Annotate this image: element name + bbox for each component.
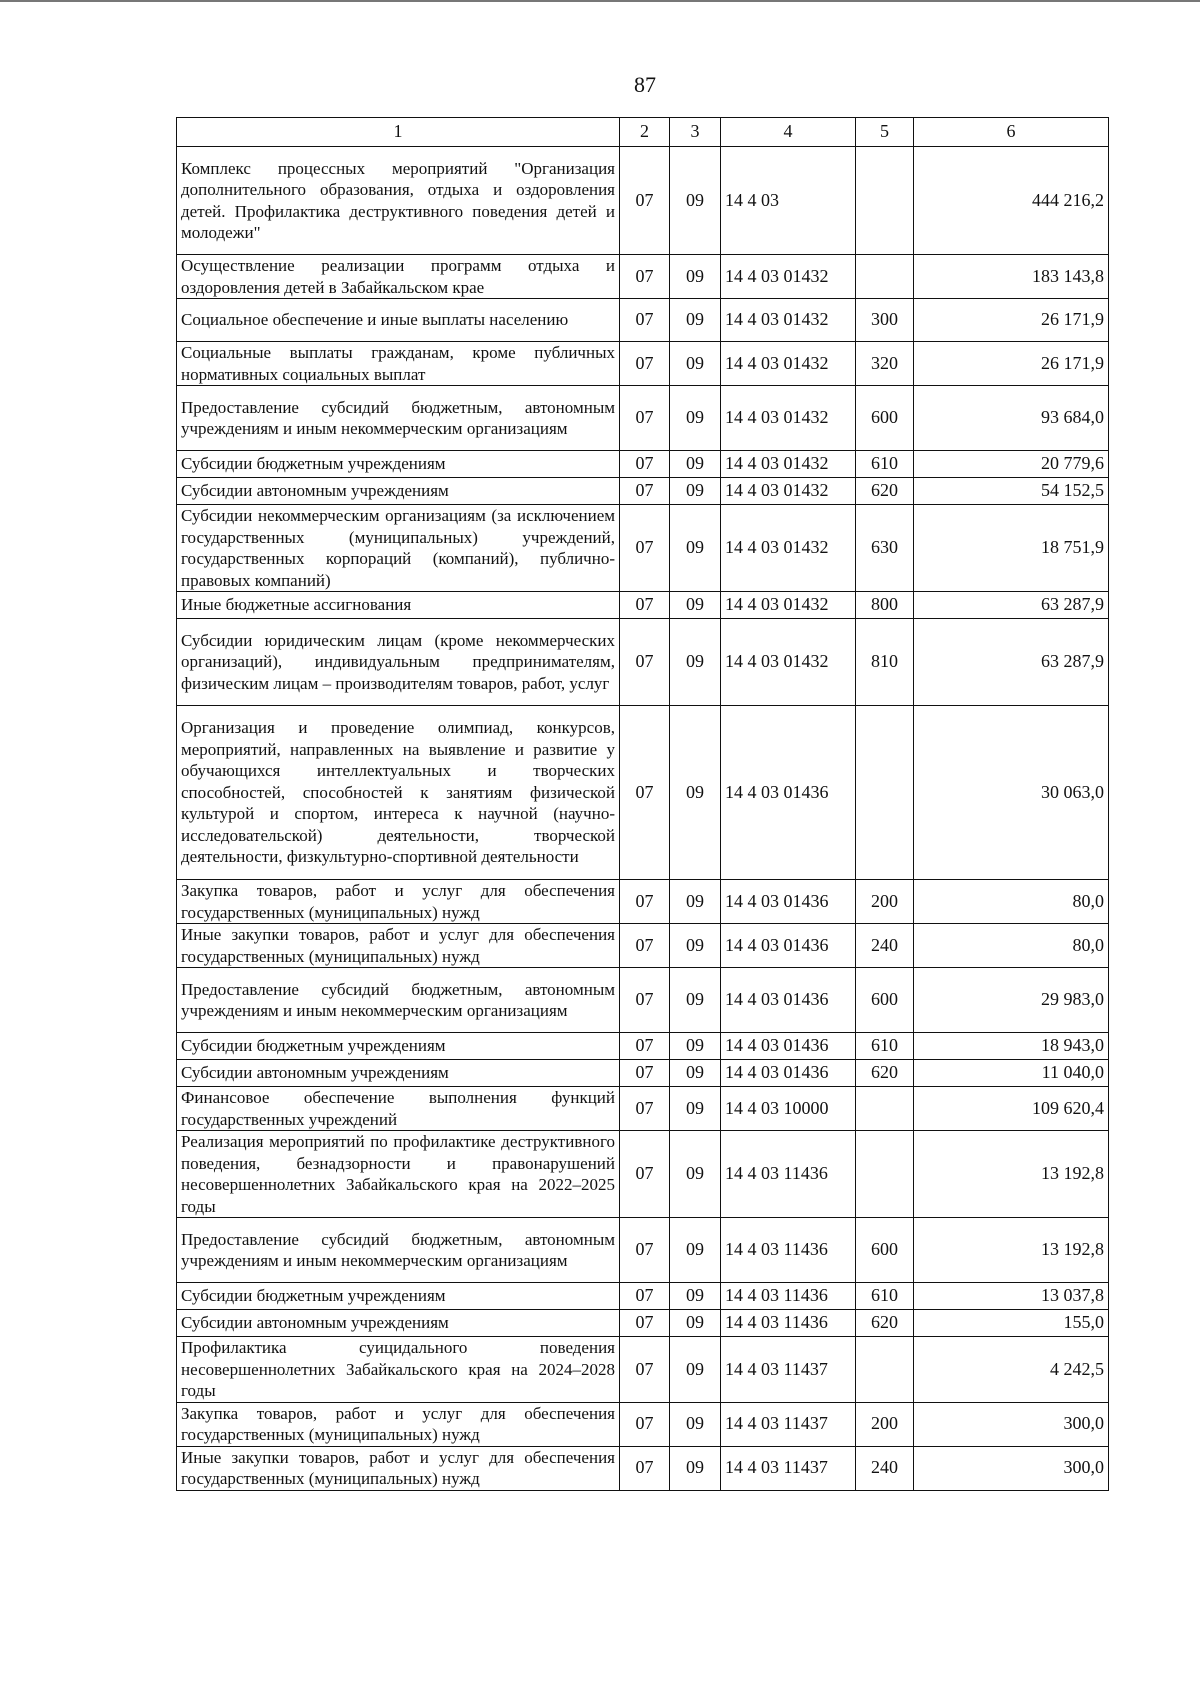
row-expense-type-cell xyxy=(856,255,914,299)
row-name-cell: Субсидии бюджетным учреждениям xyxy=(177,1283,620,1310)
table-row xyxy=(177,1131,1109,1218)
row-name-cell: Субсидии автономным учреждениям xyxy=(177,478,620,505)
row-section-cell: 07 xyxy=(620,619,670,706)
row-name-cell: Реализация мероприятий по профилактике деструктивного поведения, безнадзорности и правонарушений несовершеннолетних Забайкальского края на 2022–2025 годы xyxy=(177,1131,620,1218)
row-subsection-cell: 09 xyxy=(670,299,721,342)
header-col-3: 3 xyxy=(670,118,721,147)
row-target-article-cell: 14 4 03 01436 xyxy=(721,880,856,924)
row-name-cell: Финансовое обеспечение выполнения функций государственных учреждений xyxy=(177,1087,620,1131)
table-row xyxy=(177,924,1109,968)
row-amount-cell: 20 779,6 xyxy=(914,451,1109,478)
row-name-cell: Субсидии бюджетным учреждениям xyxy=(177,1033,620,1060)
row-expense-type-cell: 300 xyxy=(856,299,914,342)
row-name-cell: Иные закупки товаров, работ и услуг для обеспечения государственных (муниципальных) нужд xyxy=(177,1446,620,1490)
table-row xyxy=(177,478,1109,505)
table-row xyxy=(177,1310,1109,1337)
row-name-cell: Организация и проведение олимпиад, конкурсов, мероприятий, направленных на выявление и развитие у обучающихся интеллектуальных и творческих способностей, способностей к занятиям физической культурой и спортом, интереса к научной (научно-исследовательской) деятельности, творческой деятельности, физкультурно-спортивной деятельности xyxy=(177,706,620,880)
header-col-2: 2 xyxy=(620,118,670,147)
row-section-cell: 07 xyxy=(620,1402,670,1446)
row-amount-cell: 183 143,8 xyxy=(914,255,1109,299)
table-row xyxy=(177,147,1109,255)
row-target-article-cell: 14 4 03 01432 xyxy=(721,478,856,505)
row-section-cell: 07 xyxy=(620,1337,670,1403)
row-amount-cell: 109 620,4 xyxy=(914,1087,1109,1131)
row-subsection-cell: 09 xyxy=(670,147,721,255)
row-amount-cell: 30 063,0 xyxy=(914,706,1109,880)
row-expense-type-cell: 620 xyxy=(856,478,914,505)
row-amount-cell: 300,0 xyxy=(914,1402,1109,1446)
row-target-article-cell: 14 4 03 xyxy=(721,147,856,255)
row-section-cell: 07 xyxy=(620,386,670,451)
row-section-cell: 07 xyxy=(620,592,670,619)
table-row xyxy=(177,1337,1109,1403)
header-col-1: 1 xyxy=(177,118,620,147)
row-section-cell: 07 xyxy=(620,880,670,924)
row-subsection-cell: 09 xyxy=(670,255,721,299)
header-col-6: 6 xyxy=(914,118,1109,147)
row-expense-type-cell: 200 xyxy=(856,880,914,924)
row-expense-type-cell: 630 xyxy=(856,505,914,592)
row-target-article-cell: 14 4 03 01432 xyxy=(721,451,856,478)
row-expense-type-cell xyxy=(856,1131,914,1218)
table-row xyxy=(177,342,1109,386)
table-row xyxy=(177,1446,1109,1490)
table-row xyxy=(177,1218,1109,1283)
row-amount-cell: 444 216,2 xyxy=(914,147,1109,255)
row-expense-type-cell xyxy=(856,147,914,255)
row-section-cell: 07 xyxy=(620,342,670,386)
row-section-cell: 07 xyxy=(620,1033,670,1060)
row-expense-type-cell xyxy=(856,706,914,880)
row-amount-cell: 13 037,8 xyxy=(914,1283,1109,1310)
row-target-article-cell: 14 4 03 01432 xyxy=(721,255,856,299)
row-section-cell: 07 xyxy=(620,706,670,880)
row-amount-cell: 18 943,0 xyxy=(914,1033,1109,1060)
row-expense-type-cell xyxy=(856,1337,914,1403)
row-subsection-cell: 09 xyxy=(670,1446,721,1490)
row-subsection-cell: 09 xyxy=(670,1337,721,1403)
table-body xyxy=(177,147,1109,1491)
row-amount-cell: 80,0 xyxy=(914,880,1109,924)
row-name-cell: Осуществление реализации программ отдыха и оздоровления детей в Забайкальском крае xyxy=(177,255,620,299)
row-target-article-cell: 14 4 03 01436 xyxy=(721,706,856,880)
row-amount-cell: 11 040,0 xyxy=(914,1060,1109,1087)
row-section-cell: 07 xyxy=(620,1087,670,1131)
row-name-cell: Закупка товаров, работ и услуг для обеспечения государственных (муниципальных) нужд xyxy=(177,1402,620,1446)
row-section-cell: 07 xyxy=(620,1218,670,1283)
table-row xyxy=(177,968,1109,1033)
row-subsection-cell: 09 xyxy=(670,1402,721,1446)
row-amount-cell: 93 684,0 xyxy=(914,386,1109,451)
row-target-article-cell: 14 4 03 01436 xyxy=(721,924,856,968)
table-row xyxy=(177,706,1109,880)
header-col-4: 4 xyxy=(721,118,856,147)
row-subsection-cell: 09 xyxy=(670,619,721,706)
row-expense-type-cell: 600 xyxy=(856,968,914,1033)
table-row xyxy=(177,255,1109,299)
row-target-article-cell: 14 4 03 01436 xyxy=(721,1060,856,1087)
table-header-row xyxy=(177,118,1109,147)
row-subsection-cell: 09 xyxy=(670,880,721,924)
row-section-cell: 07 xyxy=(620,478,670,505)
table-row xyxy=(177,386,1109,451)
page-number: 87 xyxy=(634,72,656,97)
row-expense-type-cell: 600 xyxy=(856,1218,914,1283)
row-expense-type-cell xyxy=(856,1087,914,1131)
row-name-cell: Предоставление субсидий бюджетным, автономным учреждениям и иным некоммерческим организациям xyxy=(177,386,620,451)
row-target-article-cell: 14 4 03 11437 xyxy=(721,1402,856,1446)
row-subsection-cell: 09 xyxy=(670,478,721,505)
row-subsection-cell: 09 xyxy=(670,1131,721,1218)
row-expense-type-cell: 620 xyxy=(856,1060,914,1087)
row-expense-type-cell: 240 xyxy=(856,1446,914,1490)
table-row xyxy=(177,880,1109,924)
row-target-article-cell: 14 4 03 01432 xyxy=(721,342,856,386)
table-row xyxy=(177,1060,1109,1087)
row-subsection-cell: 09 xyxy=(670,386,721,451)
row-name-cell: Профилактика суицидального поведения несовершеннолетних Забайкальского края на 2024–2028 годы xyxy=(177,1337,620,1403)
row-section-cell: 07 xyxy=(620,1310,670,1337)
row-subsection-cell: 09 xyxy=(670,1060,721,1087)
row-amount-cell: 13 192,8 xyxy=(914,1131,1109,1218)
row-subsection-cell: 09 xyxy=(670,505,721,592)
row-amount-cell: 13 192,8 xyxy=(914,1218,1109,1283)
row-section-cell: 07 xyxy=(620,505,670,592)
row-target-article-cell: 14 4 03 01432 xyxy=(721,592,856,619)
row-expense-type-cell: 600 xyxy=(856,386,914,451)
table-row xyxy=(177,619,1109,706)
row-expense-type-cell: 610 xyxy=(856,1283,914,1310)
row-target-article-cell: 14 4 03 11436 xyxy=(721,1131,856,1218)
row-name-cell: Субсидии автономным учреждениям xyxy=(177,1310,620,1337)
scan-edge-line xyxy=(0,0,1200,2)
row-target-article-cell: 14 4 03 11436 xyxy=(721,1218,856,1283)
row-section-cell: 07 xyxy=(620,968,670,1033)
row-amount-cell: 4 242,5 xyxy=(914,1337,1109,1403)
row-expense-type-cell: 610 xyxy=(856,1033,914,1060)
row-target-article-cell: 14 4 03 01432 xyxy=(721,386,856,451)
table-row xyxy=(177,1283,1109,1310)
row-target-article-cell: 14 4 03 11437 xyxy=(721,1446,856,1490)
row-subsection-cell: 09 xyxy=(670,592,721,619)
row-subsection-cell: 09 xyxy=(670,1218,721,1283)
row-expense-type-cell: 800 xyxy=(856,592,914,619)
row-section-cell: 07 xyxy=(620,255,670,299)
row-amount-cell: 155,0 xyxy=(914,1310,1109,1337)
table-row xyxy=(177,1087,1109,1131)
row-section-cell: 07 xyxy=(620,924,670,968)
row-subsection-cell: 09 xyxy=(670,1310,721,1337)
row-expense-type-cell: 810 xyxy=(856,619,914,706)
row-expense-type-cell: 620 xyxy=(856,1310,914,1337)
row-subsection-cell: 09 xyxy=(670,1033,721,1060)
row-name-cell: Социальное обеспечение и иные выплаты населению xyxy=(177,299,620,342)
row-expense-type-cell: 200 xyxy=(856,1402,914,1446)
row-subsection-cell: 09 xyxy=(670,1087,721,1131)
row-amount-cell: 63 287,9 xyxy=(914,619,1109,706)
row-subsection-cell: 09 xyxy=(670,1283,721,1310)
row-amount-cell: 29 983,0 xyxy=(914,968,1109,1033)
row-target-article-cell: 14 4 03 01436 xyxy=(721,1033,856,1060)
row-target-article-cell: 14 4 03 11437 xyxy=(721,1337,856,1403)
table-row xyxy=(177,451,1109,478)
row-subsection-cell: 09 xyxy=(670,924,721,968)
row-subsection-cell: 09 xyxy=(670,451,721,478)
row-subsection-cell: 09 xyxy=(670,342,721,386)
row-name-cell: Закупка товаров, работ и услуг для обеспечения государственных (муниципальных) нужд xyxy=(177,880,620,924)
row-name-cell: Субсидии некоммерческим организациям (за исключением государственных (муниципальных) учреждений, государственных корпораций (компаний), публично-правовых компаний) xyxy=(177,505,620,592)
row-amount-cell: 54 152,5 xyxy=(914,478,1109,505)
row-amount-cell: 80,0 xyxy=(914,924,1109,968)
row-section-cell: 07 xyxy=(620,1446,670,1490)
row-amount-cell: 18 751,9 xyxy=(914,505,1109,592)
row-name-cell: Иные закупки товаров, работ и услуг для обеспечения государственных (муниципальных) нужд xyxy=(177,924,620,968)
table-row xyxy=(177,1033,1109,1060)
row-target-article-cell: 14 4 03 01432 xyxy=(721,619,856,706)
row-target-article-cell: 14 4 03 11436 xyxy=(721,1283,856,1310)
table-row xyxy=(177,505,1109,592)
row-amount-cell: 26 171,9 xyxy=(914,299,1109,342)
row-target-article-cell: 14 4 03 01436 xyxy=(721,968,856,1033)
table-row xyxy=(177,299,1109,342)
row-subsection-cell: 09 xyxy=(670,968,721,1033)
row-name-cell: Субсидии автономным учреждениям xyxy=(177,1060,620,1087)
row-expense-type-cell: 320 xyxy=(856,342,914,386)
row-section-cell: 07 xyxy=(620,147,670,255)
row-name-cell: Иные бюджетные ассигнования xyxy=(177,592,620,619)
table-row xyxy=(177,592,1109,619)
row-amount-cell: 26 171,9 xyxy=(914,342,1109,386)
row-section-cell: 07 xyxy=(620,299,670,342)
row-name-cell: Социальные выплаты гражданам, кроме публичных нормативных социальных выплат xyxy=(177,342,620,386)
row-expense-type-cell: 610 xyxy=(856,451,914,478)
row-target-article-cell: 14 4 03 10000 xyxy=(721,1087,856,1131)
header-col-5: 5 xyxy=(856,118,914,147)
row-expense-type-cell: 240 xyxy=(856,924,914,968)
row-section-cell: 07 xyxy=(620,1283,670,1310)
row-amount-cell: 300,0 xyxy=(914,1446,1109,1490)
row-target-article-cell: 14 4 03 11436 xyxy=(721,1310,856,1337)
row-amount-cell: 63 287,9 xyxy=(914,592,1109,619)
row-name-cell: Предоставление субсидий бюджетным, автономным учреждениям и иным некоммерческим организациям xyxy=(177,1218,620,1283)
row-target-article-cell: 14 4 03 01432 xyxy=(721,299,856,342)
table-row xyxy=(177,1402,1109,1446)
row-name-cell: Предоставление субсидий бюджетным, автономным учреждениям и иным некоммерческим организациям xyxy=(177,968,620,1033)
row-section-cell: 07 xyxy=(620,1131,670,1218)
row-subsection-cell: 09 xyxy=(670,706,721,880)
row-name-cell: Субсидии бюджетным учреждениям xyxy=(177,451,620,478)
row-section-cell: 07 xyxy=(620,1060,670,1087)
row-section-cell: 07 xyxy=(620,451,670,478)
row-name-cell: Субсидии юридическим лицам (кроме некоммерческих организаций), индивидуальным предпринимателям, физическим лицам – производителям товаров, работ, услуг xyxy=(177,619,620,706)
row-name-cell: Комплекс процессных мероприятий "Организация дополнительного образования, отдыха и оздоровления детей. Профилактика деструктивного поведения детей и молодежи" xyxy=(177,147,620,255)
budget-table xyxy=(176,117,1109,1491)
row-target-article-cell: 14 4 03 01432 xyxy=(721,505,856,592)
